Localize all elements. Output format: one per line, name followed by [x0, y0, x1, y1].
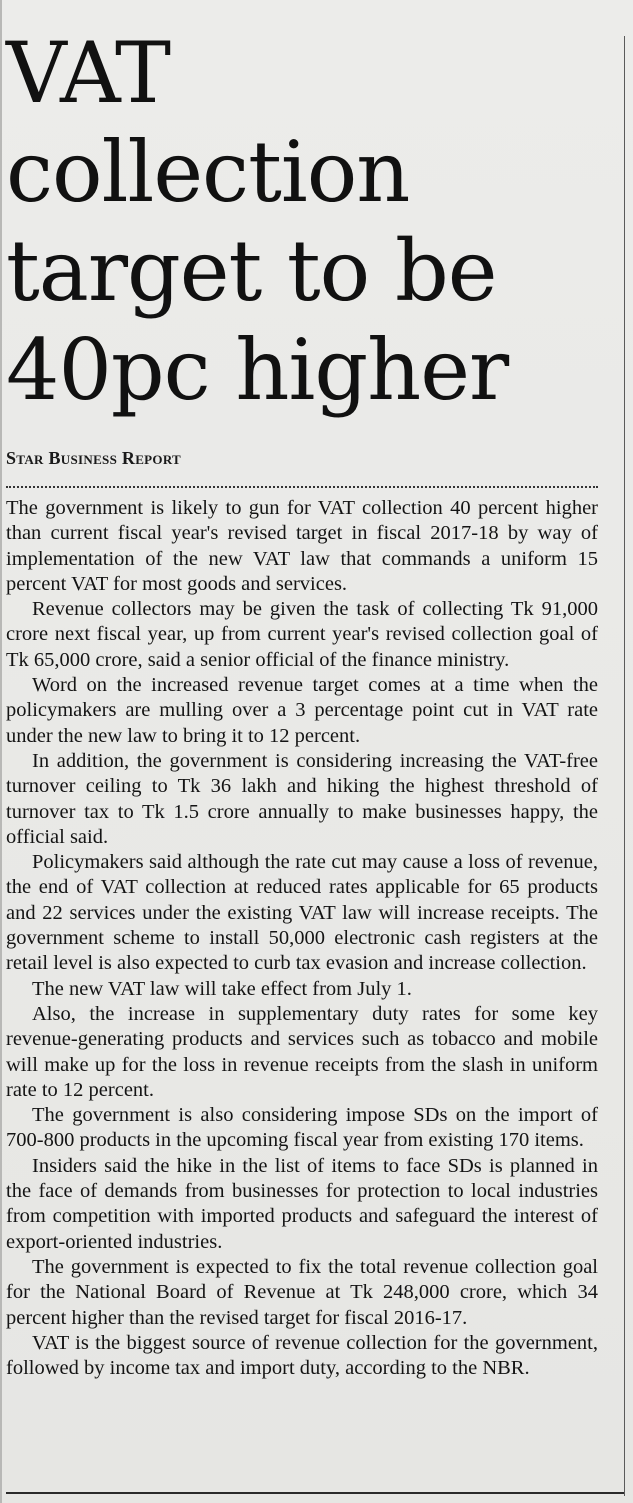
paragraph: The government is also considering impose SDs on the import of 700-800 products in the upcoming fiscal year from existing 170 items. — [6, 1104, 598, 1152]
bottom-rule — [6, 1492, 624, 1494]
paragraph: Word on the increased revenue target comes at a time when the policymakers are mulling over a 3 percentage point cut in VAT rate under the new law to bring it to 12 percent. — [6, 674, 598, 747]
headline: VAT collection target to be 40pc higher — [6, 24, 509, 419]
paragraph: Policymakers said although the rate cut may cause a loss of revenue, the end of VAT collection at reduced rates applicable for 65 products and 22 services under the existing VAT law will increase receipts. The government scheme to install 50,000 electronic cash registers at the retail level is also expected to curb tax evasion and increase collection. — [6, 851, 598, 975]
right-column-rule — [624, 36, 625, 1496]
left-column-rule — [0, 0, 2, 1503]
article — [6, 24, 598, 1381]
article-body — [6, 496, 598, 1381]
paragraph: The government is likely to gun for VAT collection 40 percent higher than current fiscal year's revised target in fiscal 2017-18 by way of implementation of the new VAT law that commands a uniform 15 percent VAT for most goods and services. — [6, 497, 598, 595]
dotted-divider — [6, 486, 598, 488]
paragraph: Revenue collectors may be given the task of collecting Tk 91,000 crore next fiscal year, up from current year's revised collection goal of Tk 65,000 crore, said a senior official of the finance ministry. — [6, 598, 598, 671]
byline: Star Business Report — [6, 448, 182, 468]
paragraph: Insiders said the hike in the list of items to face SDs is planned in the face of demands from businesses for protection to local industries from competition with imported products and safeguard the interest of export-oriented industries. — [6, 1154, 598, 1253]
paragraph: Also, the increase in supplementary duty rates for some key revenue-generating products and services such as tobacco and mobile will make up for the loss in revenue receipts from the slash in uniform rate to 12 percent. — [6, 1002, 598, 1101]
paragraph: The new VAT law will take effect from July 1. — [32, 977, 412, 1000]
paragraph: In addition, the government is considering increasing the VAT-free turnover ceiling to Tk 36 lakh and hiking the highest threshold of turnover tax to Tk 1.5 crore annually to make businesses happy, the official said. — [6, 749, 598, 848]
paragraph: The government is expected to fix the total revenue collection goal for the National Board of Revenue at Tk 248,000 crore, which 34 percent higher than the revised target for fiscal 2016-17. — [6, 1255, 598, 1329]
paragraph: VAT is the biggest source of revenue collection for the government, followed by income tax and import duty, according to the NBR. — [6, 1331, 598, 1380]
